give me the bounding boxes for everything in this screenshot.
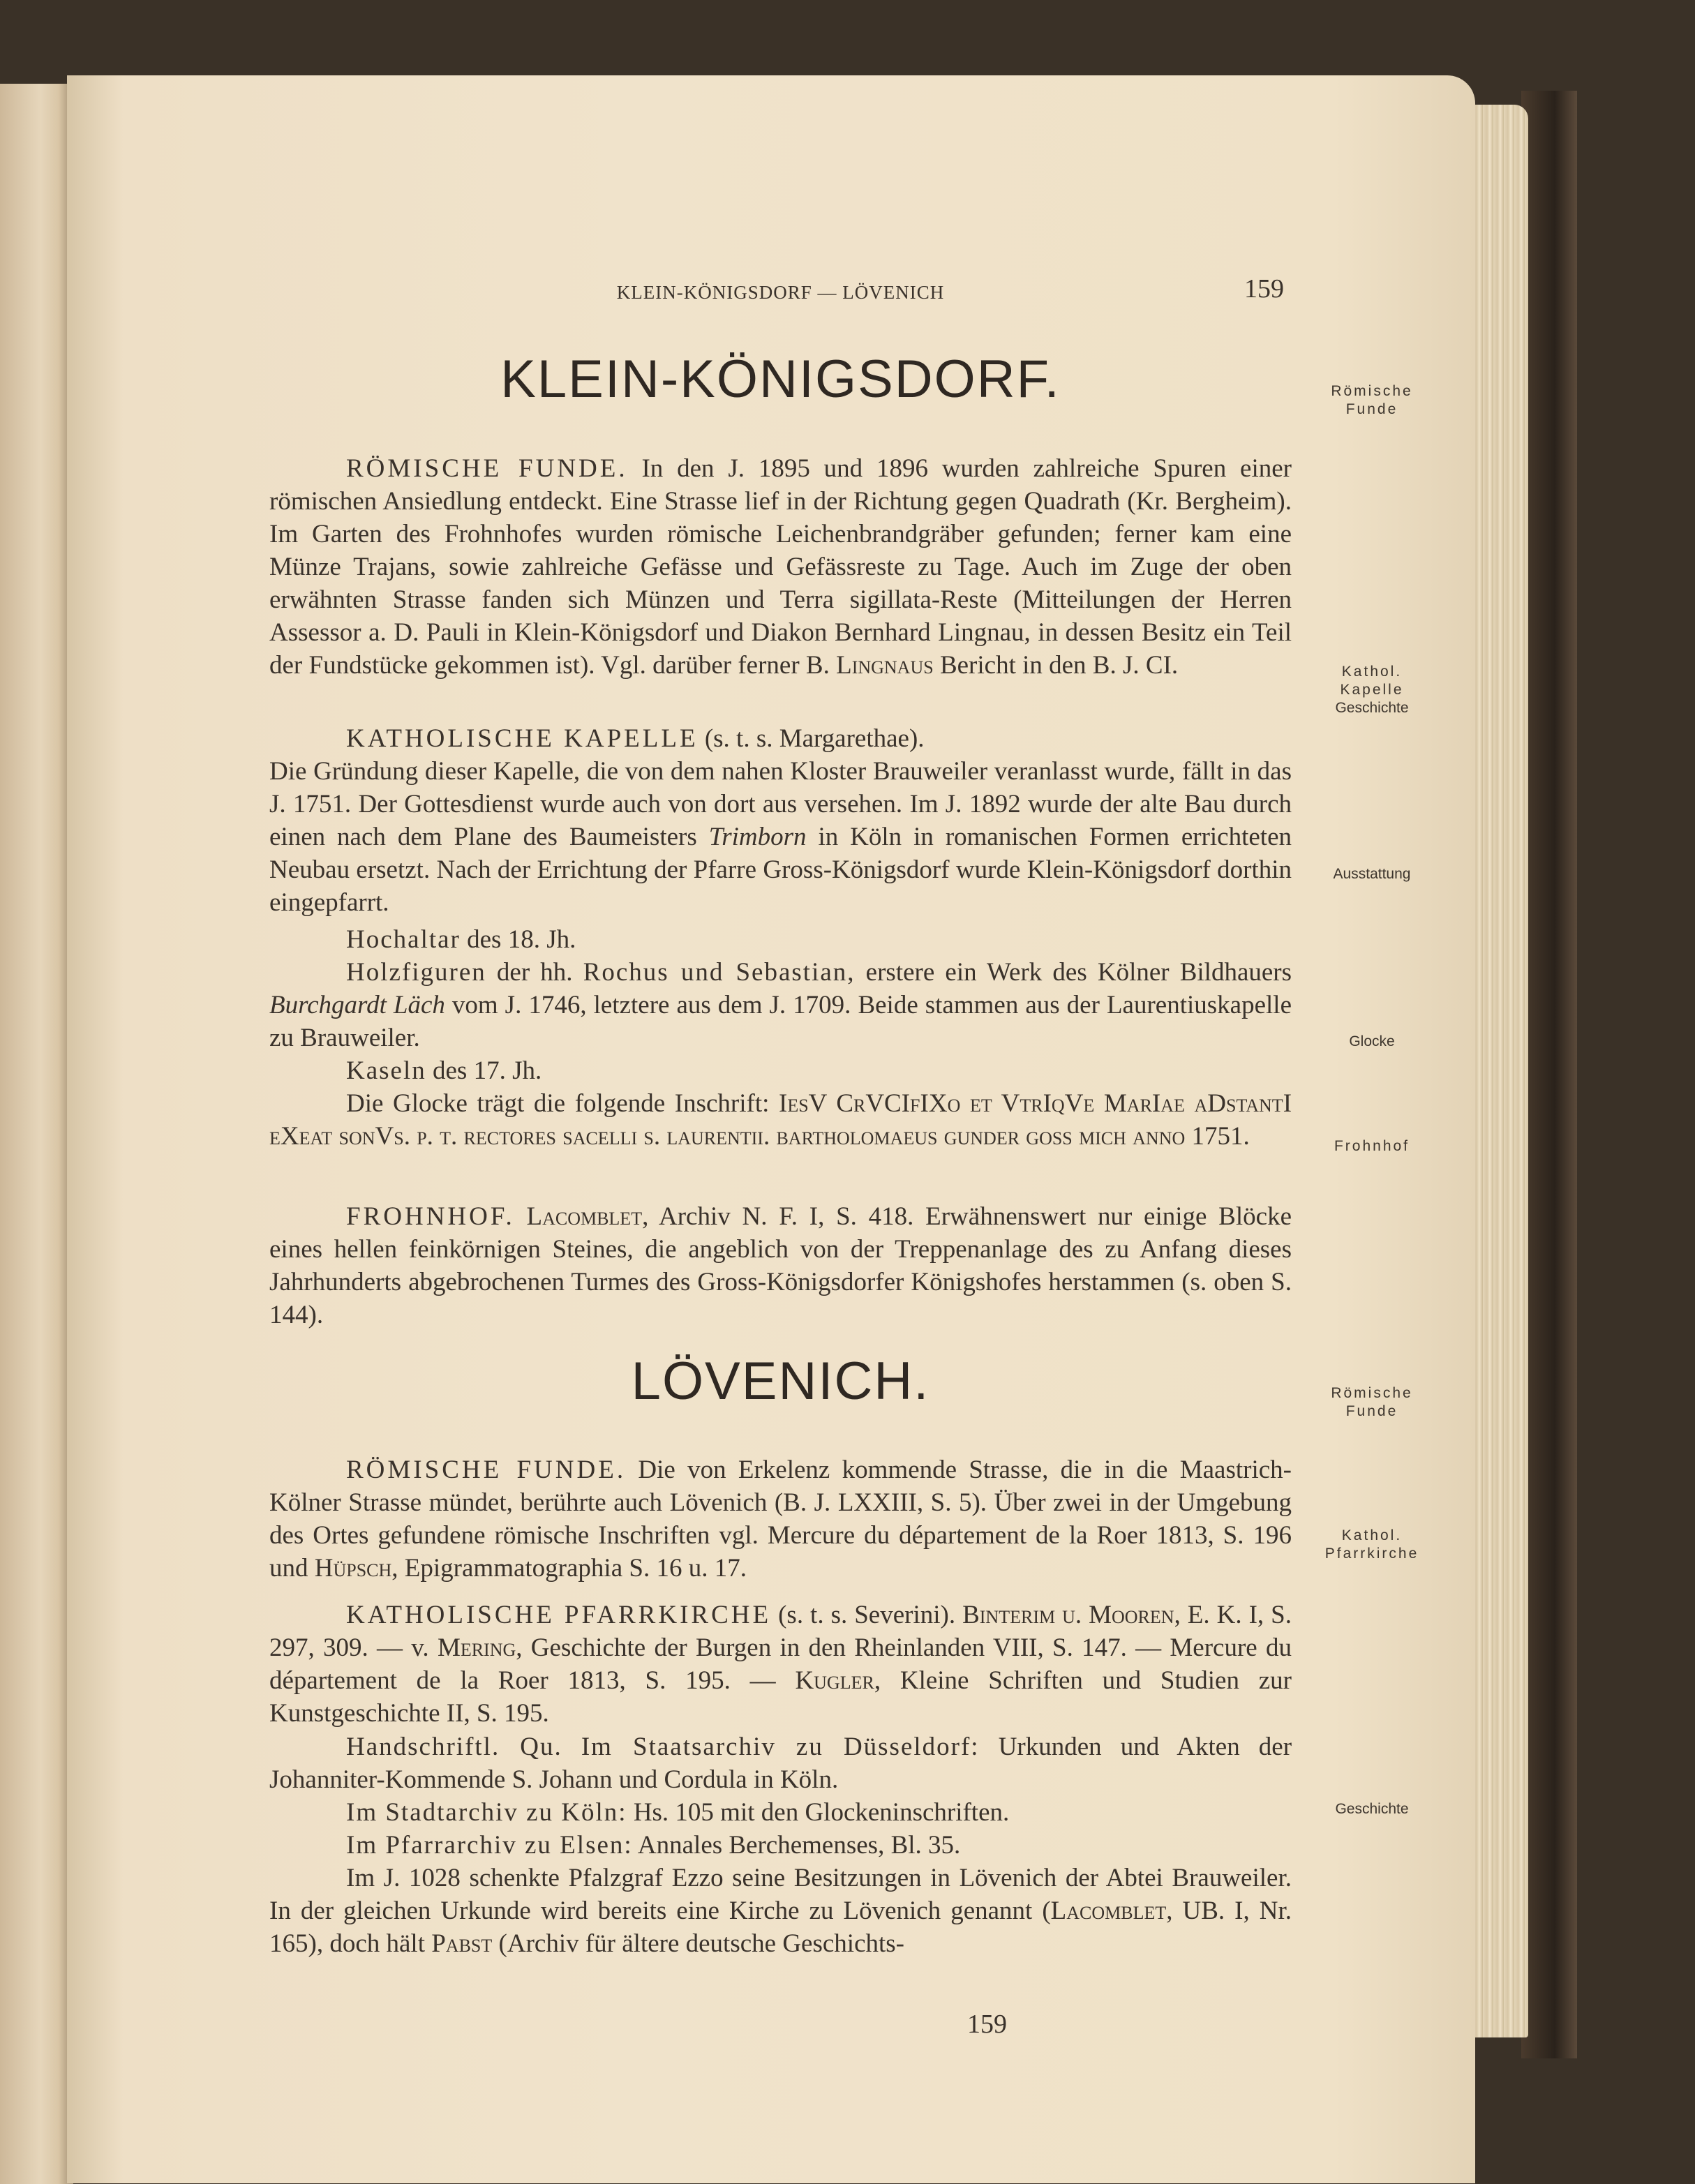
paragraph-hochaltar	[269, 923, 1292, 956]
author-name: Hüpsch	[314, 1554, 392, 1583]
paragraph-pfarrarchiv	[269, 1829, 1292, 1862]
author-name: Lacomblet	[1050, 1897, 1167, 1925]
margin-note-line: Römische	[1331, 383, 1413, 399]
label-kaseln: Kaseln	[346, 1056, 426, 1085]
paragraph-pfarrkirche	[269, 1599, 1292, 1730]
paragraph-text: Hs. 105 mit den Glockeninschriften.	[633, 1798, 1010, 1827]
paragraph-text: Die Gründung dieser Kapelle, die von dem nahen Kloster Brauweiler veranlasst wurde, fällt in das J. 1751. Der Gottesdienst wurde auch von dort aus versehen. Im J. 1892 wurde der alte Bau durch einen nach dem Plane des Baumeisters	[269, 757, 1292, 851]
paragraph-frohnhof	[269, 1200, 1292, 1331]
paragraph-kapelle	[269, 722, 1292, 919]
paragraph-text: Bericht in den B. J. CI.	[939, 651, 1179, 680]
label-handschriftl: Handschriftl. Qu.	[346, 1733, 562, 1761]
paragraph-text: , UB. I, Nr. 165), doch hält	[269, 1897, 1292, 1958]
archive-label: Im Staatsarchiv zu Düsseldorf:	[581, 1733, 980, 1761]
bell-inscription: IesV CrVCIfIXo et VtrIqVe MarIae aDstantI eXeat sonVs. p. t. rectores sacelli s. laurentii. bartholomaeus gunder goss mich anno 1751.	[269, 1089, 1292, 1151]
page-number-top: 159	[1244, 274, 1284, 304]
author-name: Kugler	[795, 1666, 874, 1695]
paragraph-glocke	[269, 1087, 1292, 1153]
sculptor-name: Burchgardt Läch	[269, 991, 445, 1019]
page-number-bottom: 159	[967, 2010, 1007, 2039]
heading-pfarrkirche: KATHOLISCHE PFARRKIRCHE	[346, 1601, 772, 1629]
margin-note-geschichte: Geschichte	[1335, 1801, 1409, 1817]
label-stadtarchiv: Im Stadtarchiv zu Köln:	[346, 1798, 627, 1827]
saint-names: Rochus und Sebastian,	[583, 958, 856, 987]
margin-note-line: Römische	[1331, 1385, 1413, 1401]
label-pfarrarchiv: Im Pfarrarchiv zu Elsen:	[346, 1831, 633, 1860]
margin-note-frohnhof: Frohnhof	[1334, 1138, 1410, 1154]
paragraph-text: vom J. 1746, letztere aus dem J. 1709. Beide stammen aus der Laurentiuskapelle zu Brauweiler.	[269, 991, 1292, 1052]
heading-roemische-funde: RÖMISCHE FUNDE.	[346, 454, 628, 483]
paragraph-text: erstere ein Werk des Kölner Bildhauers	[865, 958, 1292, 987]
paragraph-text: , Epigrammatographia S. 16 u. 17.	[391, 1554, 747, 1583]
label-holzfiguren: Holzfiguren	[346, 958, 486, 987]
paragraph-text: der hh.	[496, 958, 573, 987]
heading-kapelle: KATHOLISCHE KAPELLE	[346, 724, 699, 753]
paragraph-text: , Kleine Schriften und Studien zur Kunstgeschichte II, S. 195.	[269, 1666, 1292, 1728]
margin-note-line: Geschichte	[1335, 700, 1409, 716]
margin-note-kapelle	[1302, 663, 1442, 717]
margin-note-line: Pfarrkirche	[1324, 1546, 1419, 1562]
margin-note-roemische-funde-2	[1302, 1384, 1442, 1421]
margin-note-pfarrkirche	[1302, 1527, 1442, 1563]
heading-frohnhof: FROHNHOF.	[346, 1202, 515, 1231]
margin-note-line: Kathol.	[1341, 1527, 1403, 1543]
paragraph-text: , E. K. I, S. 297, 309. — v.	[269, 1601, 1292, 1662]
paragraph-text: In den J. 1895 und 1896 wurden zahlreiche Spuren einer römischen Ansiedlung entdeckt. Eine Strasse lief in der Richtung gegen Quadrath (Kr. Bergheim). Im Garten des Frohnhofes wurden römische Leichenbrandgräber gefunden; ferner kam eine Münze Trajans, sowie zahlreiche Gefässe und Gefässreste zu Tage. Auch im Zuge der oben erwähnten Strasse fanden sich Münzen und Terra sigillata-Reste (Mitteilungen der Herren Assessor a. D. Pauli in Klein-Königsdorf und Diakon Bernhard Lingnau, in dessen Besitz ein Teil der Fundstücke gekommen ist). Vgl. darüber ferner B.	[269, 454, 1292, 680]
author-name: Binterim u. Mooren	[962, 1601, 1174, 1629]
book-cover-edge	[1521, 91, 1577, 2058]
author-name: Lacomblet	[526, 1202, 643, 1231]
margin-note-glocke: Glocke	[1349, 1033, 1395, 1049]
author-name: Pabst	[431, 1929, 493, 1958]
paragraph-holzfiguren	[269, 956, 1292, 1054]
paragraph-text: (Archiv für ältere deutsche Geschichts-	[498, 1929, 904, 1958]
paragraph-text: Die Glocke trägt die folgende Inschrift:	[346, 1089, 770, 1118]
paragraph-text: Die von Erkelenz kommende Strasse, die in die Maastrich-Kölner Strasse mündet, berührte auch Lövenich (B. J. LXXIII, S. 5). Über zwei in der Umgebung des Ortes gefundene römische Inschriften vgl. Mercure du département de la Roer 1813, S. 196 und	[269, 1456, 1292, 1583]
margin-note-roemische-funde	[1302, 382, 1442, 419]
author-name: Lingnaus	[836, 651, 934, 680]
margin-note-line: Kapelle	[1340, 682, 1404, 698]
author-name: Mering	[437, 1633, 516, 1662]
heading-tail: (s. t. s. Margarethae).	[704, 724, 925, 753]
paragraph-roemische-funde-l	[269, 1453, 1292, 1585]
paragraph-geschichte	[269, 1862, 1292, 1960]
section-title-loevenich: LÖVENICH.	[631, 1352, 930, 1411]
paragraph-text: in Köln in romanischen Formen errichteten Neubau ersetzt. Nach der Errichtung der Pfarre Gross-Königsdorf wurde Klein-Königsdorf dorthin eingepfarrt.	[269, 823, 1292, 917]
book-page	[67, 75, 1475, 2183]
paragraph-text: Urkunden und Akten der Johanniter-Kommende S. Johann und Cordula in Köln.	[269, 1733, 1292, 1794]
label-hochaltar: Hochaltar	[346, 925, 461, 954]
margin-note-ausstattung: Ausstattung	[1333, 866, 1411, 882]
heading-roemische-funde: RÖMISCHE FUNDE.	[346, 1456, 627, 1484]
paragraph-text: , Geschichte der Burgen in den Rheinlanden VIII, S. 147. — Mercure du département de la Roer 1813, S. 195. —	[269, 1633, 1292, 1695]
margin-note-line: Kathol.	[1341, 664, 1403, 680]
section-title-klein-koenigsdorf: KLEIN-KÖNIGSDORF.	[500, 350, 1061, 409]
paragraph-text: des 17. Jh.	[433, 1056, 542, 1085]
architect-name: Trimborn	[708, 823, 807, 851]
paragraph-text: des 18. Jh.	[467, 925, 576, 954]
running-head: KLEIN-KÖNIGSDORF — LÖVENICH	[616, 282, 945, 303]
margin-note-line: Funde	[1345, 401, 1398, 417]
paragraph-roemische-funde-k	[269, 452, 1292, 682]
left-page-edge	[0, 84, 73, 2184]
paragraph-text: Annales Berchemenses, Bl. 35.	[637, 1831, 961, 1860]
paragraph-text: , Archiv N. F. I, S. 418. Erwähnenswert nur einige Blöcke eines hellen feinkörnigen Steines, die angeblich von der Treppenanlage des zu Anfang dieses Jahrhunderts abgebrochenen Turmes des Gross-Königsdorfer Königshofes herstammen (s. oben S. 144).	[269, 1202, 1292, 1329]
paragraph-handschriftl	[269, 1730, 1292, 1796]
heading-tail: (s. t. s. Severini).	[778, 1601, 956, 1629]
margin-note-line: Funde	[1345, 1403, 1398, 1419]
paragraph-kaseln	[269, 1054, 1292, 1087]
paragraph-text: Im J. 1028 schenkte Pfalzgraf Ezzo seine Besitzungen in Lövenich der Abtei Brauweiler. In der gleichen Urkunde wird bereits eine Kirche zu Lövenich genannt (	[269, 1864, 1292, 1925]
paragraph-stadtarchiv	[269, 1796, 1292, 1829]
